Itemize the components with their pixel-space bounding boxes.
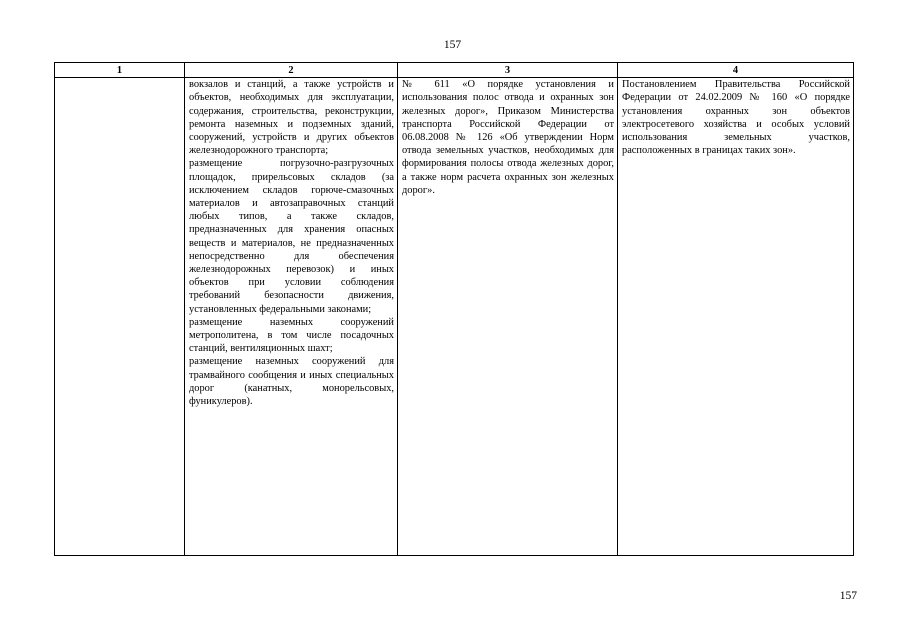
table-cell-col3 — [398, 78, 618, 556]
cell-text-col4: Постановлением Правительства Российской Федерации от 24.02.2009 № 160 «О порядке установления охранных зон объектов электросетевого хозяйства и особых условий использования земельных участков, расположенных в границах таких зон». — [622, 79, 850, 157]
table-cell-col4 — [618, 78, 854, 556]
column-header-4: 4 — [618, 63, 854, 78]
column-header-3: 3 — [398, 63, 618, 78]
table-cell-col2 — [185, 78, 398, 556]
table-header-row — [55, 63, 854, 78]
document-table — [54, 62, 854, 556]
page-number-top: 157 — [443, 39, 462, 51]
table-row — [55, 78, 854, 556]
column-header-1: 1 — [55, 63, 185, 78]
cell-text-col3: № 611 «О порядке установления и использования полос отвода и охранных зон железных дорог», Приказом Министерства транспорта Российской Федерации от 06.08.2008 № 126 «Об утверждении Норм отвода земельных участков, необходимых для формирования полосы отвода железных дорог, а также норм расчета охранных зон железных дорог». — [402, 79, 614, 196]
column-header-2: 2 — [185, 63, 398, 78]
table-cell-col1 — [55, 78, 185, 556]
cell-text-col2: вокзалов и станций, а также устройств и объектов, необходимых для эксплуатации, содержания, строительства, реконструкции, ремонта наземных и подземных зданий, сооружений, устройств и других объектов железнодорожного транспорта; размещение погрузочно-разгрузочных площадок, прирельсовых складов (за исключением складов горюче-смазочных материалов и автозаправочных станций любых типов, а также складов, предназначенных для хранения опасных веществ и материалов, не предназначенных непосредственно для обеспечения железнодорожных перевозок) и иных объектов при условии соблюдения требований безопасности движения, установленных федеральными законами; размещение наземных сооружений метрополитена, в том числе посадочных станций, вентиляционных шахт; размещение наземных сооружений для трамвайного сообщения и иных специальных дорог (канатных, монорельсовых, фуникулеров). — [189, 79, 394, 408]
page-number-bottom: 157 — [839, 590, 857, 602]
